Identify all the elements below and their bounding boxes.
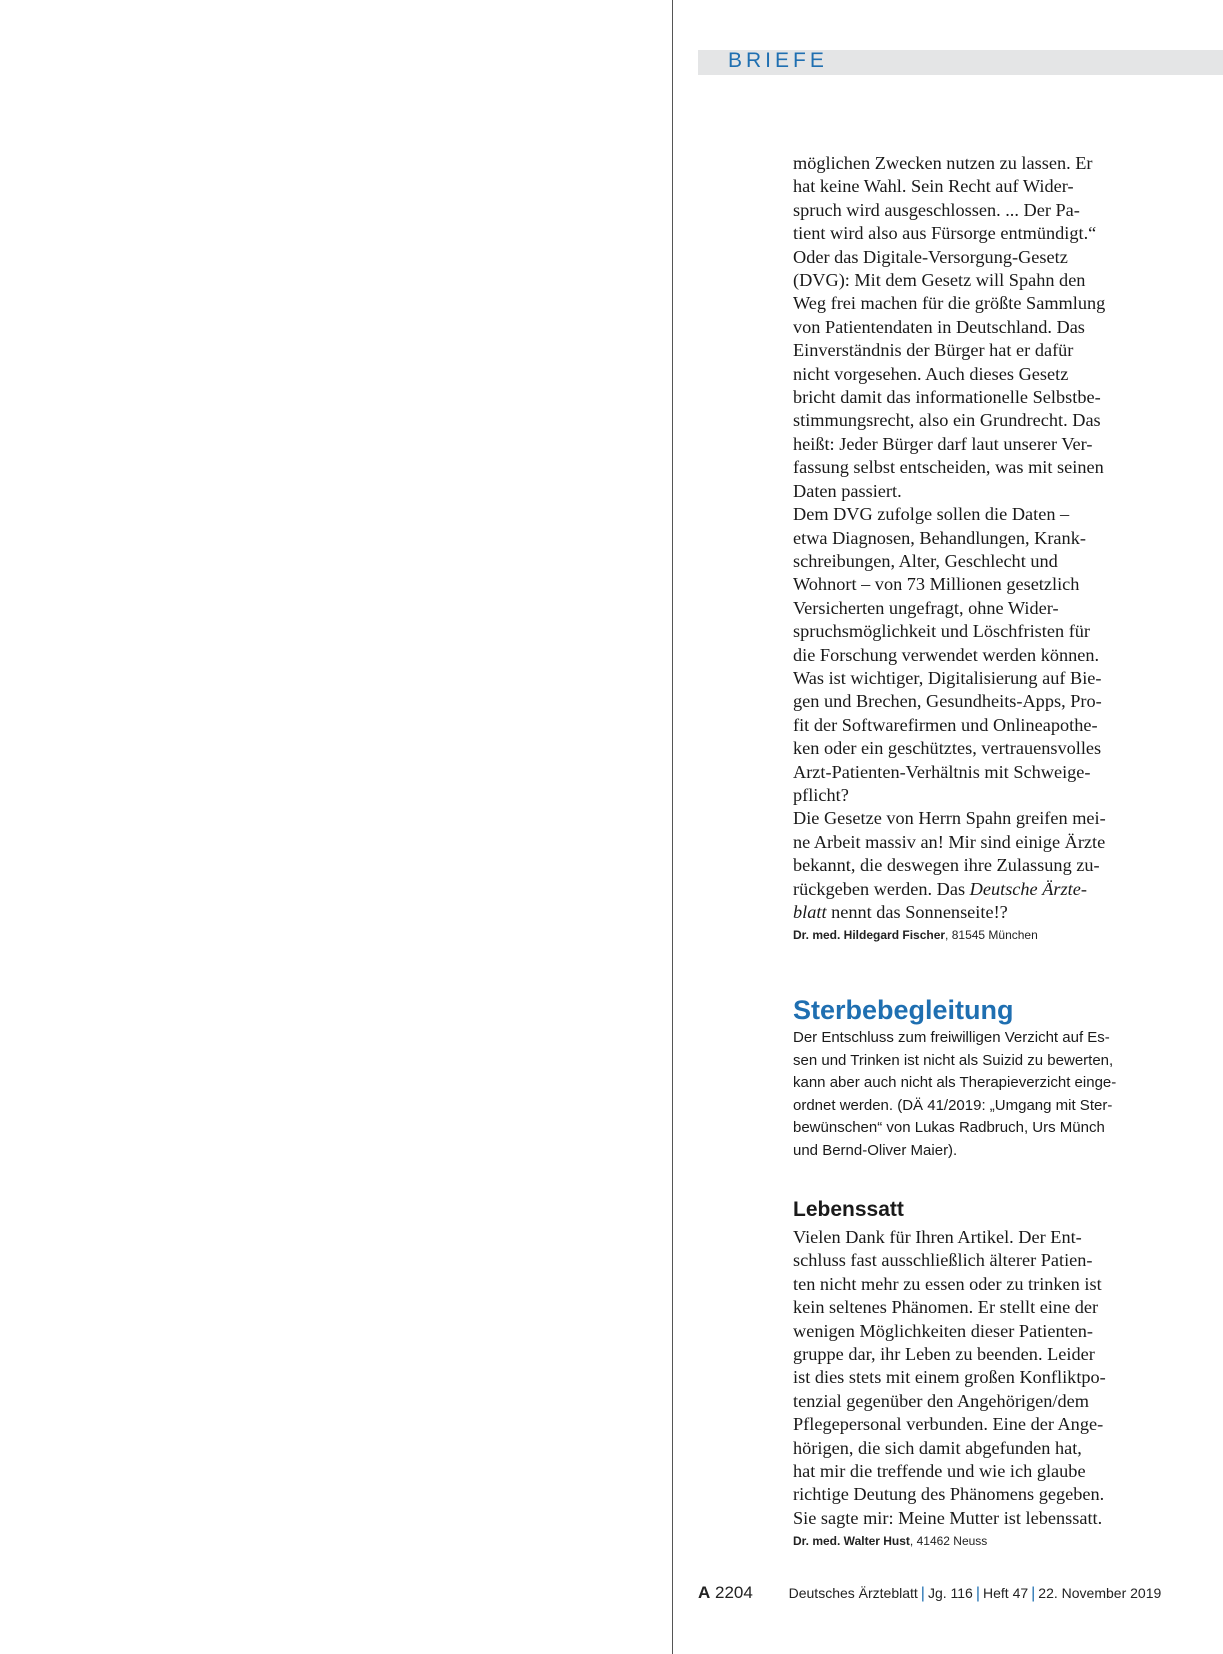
text-line: Weg frei machen für die größte Sammlung bbox=[793, 293, 1106, 314]
text-line: Wohnort – von 73 Millionen gesetzlich bbox=[793, 574, 1080, 595]
author-name: Dr. med. Walter Hust bbox=[793, 1534, 910, 1549]
letter-2 bbox=[793, 1197, 1126, 1549]
text-line: ken oder ein geschütztes, vertrauensvolles bbox=[793, 738, 1102, 759]
text-line: spruchsmöglichkeit und Löschfristen für bbox=[793, 621, 1091, 642]
page-number-value: 2204 bbox=[715, 1583, 753, 1602]
text-line: ne Arbeit massiv an! Mir sind einige Ärzte bbox=[793, 831, 1106, 852]
text-line: heißt: Jeder Bürger darf laut unserer Ver- bbox=[793, 433, 1093, 454]
text-fragment: rückgeben werden. Das bbox=[793, 878, 966, 899]
page-prefix: A bbox=[698, 1583, 711, 1602]
journal-issue: Heft 47 bbox=[983, 1585, 1029, 1601]
author-place: , 81545 München bbox=[945, 928, 1038, 943]
text-line: gen und Brechen, Gesundheits-Apps, Pro- bbox=[793, 691, 1102, 712]
author-name: Dr. med. Hildegard Fischer bbox=[793, 928, 946, 943]
letter-2-body bbox=[793, 1226, 1126, 1530]
text-line: ten nicht mehr zu essen oder zu trinken ist bbox=[793, 1273, 1102, 1294]
journal-name: Deutsches Ärzteblatt bbox=[788, 1585, 918, 1601]
text-line: bekannt, die deswegen ihre Zulassung zu- bbox=[793, 855, 1100, 876]
text-line: Arzt-Patienten-Verhältnis mit Schweige- bbox=[793, 761, 1091, 782]
journal-volume: Jg. 116 bbox=[927, 1585, 973, 1601]
text-line bbox=[793, 901, 1126, 924]
text-line: etwa Diagnosen, Behandlungen, Krank- bbox=[793, 527, 1086, 548]
letter-1-signature bbox=[793, 927, 1126, 943]
text-line: stimmungsrecht, also ein Grundrecht. Das bbox=[793, 410, 1101, 431]
text-line: bricht damit das informationelle Selbstbe- bbox=[793, 387, 1101, 408]
text-line: gruppe dar, ihr Leben zu beenden. Leider bbox=[793, 1344, 1095, 1365]
journal-name-italic: blatt bbox=[793, 902, 827, 922]
text-line: Oder das Digitale-Versorgung-Gesetz bbox=[793, 246, 1068, 267]
text-line: hat keine Wahl. Sein Recht auf Wider- bbox=[793, 176, 1074, 197]
text-line: hörigen, die sich damit abgefunden hat, bbox=[793, 1437, 1082, 1458]
text-line bbox=[793, 878, 1126, 901]
letter-2-title: Lebenssatt bbox=[793, 1198, 904, 1221]
letter-2-signature bbox=[793, 1533, 1126, 1549]
text-line: wenigen Möglichkeiten dieser Patienten- bbox=[793, 1320, 1094, 1341]
footer-separator: | bbox=[975, 1585, 980, 1602]
text-line: spruch wird ausgeschlossen. ... Der Pa- bbox=[793, 199, 1080, 220]
text-line: Daten passiert. bbox=[793, 480, 902, 501]
text-line: (DVG): Mit dem Gesetz will Spahn den bbox=[793, 270, 1086, 291]
text-line: fit der Softwarefirmen und Onlineapothe- bbox=[793, 714, 1098, 735]
text-line: nicht vorgesehen. Auch dieses Gesetz bbox=[793, 363, 1069, 384]
text-line: Die Gesetze von Herrn Spahn greifen mei- bbox=[793, 808, 1106, 829]
abstract-line: und Bernd-Oliver Maier). bbox=[793, 1141, 958, 1159]
page-footer bbox=[698, 1583, 1162, 1603]
section-label: BRIEFE bbox=[728, 49, 828, 72]
author-place: , 41462 Neuss bbox=[909, 1534, 988, 1549]
footer-separator: | bbox=[1031, 1585, 1036, 1602]
text-line: Vielen Dank für Ihren Artikel. Der Ent- bbox=[793, 1227, 1082, 1247]
text-line: pflicht? bbox=[793, 784, 849, 805]
letter-1-body bbox=[793, 152, 1126, 924]
footer-separator: | bbox=[920, 1585, 925, 1602]
text-line: ist dies stets mit einem großen Konfliktpo- bbox=[793, 1367, 1106, 1388]
letter-1 bbox=[793, 152, 1126, 943]
text-line: Versicherten ungefragt, ohne Wider- bbox=[793, 597, 1059, 618]
text-line: fassung selbst entscheiden, was mit seinen bbox=[793, 457, 1104, 478]
text-line: schluss fast ausschließlich älterer Patien- bbox=[793, 1250, 1093, 1271]
topic-title: Sterbebegleitung bbox=[793, 995, 1014, 1025]
text-line: Dem DVG zufolge sollen die Daten – bbox=[793, 504, 1070, 525]
text-line: die Forschung verwendet werden können. bbox=[793, 644, 1100, 665]
text-line: möglichen Zwecken nutzen zu lassen. Er bbox=[793, 153, 1093, 173]
text-line: richtige Deutung des Phänomens gegeben. bbox=[793, 1484, 1105, 1505]
page-gutter-line bbox=[672, 0, 673, 1654]
abstract-line: bewünschen“ von Lukas Radbruch, Urs Münch bbox=[793, 1119, 1105, 1137]
text-line: von Patientendaten in Deutschland. Das bbox=[793, 316, 1085, 337]
page-number bbox=[698, 1583, 753, 1602]
journal-name-italic: Deutsche Ärzte- bbox=[969, 878, 1087, 899]
abstract-line: kann aber auch nicht als Therapieverzicht einge- bbox=[793, 1074, 1117, 1092]
text-line: schreibungen, Alter, Geschlecht und bbox=[793, 550, 1058, 571]
topic-abstract bbox=[793, 1027, 1126, 1163]
text-line: Pflegepersonal verbunden. Eine der Ange- bbox=[793, 1414, 1104, 1435]
text-line: Einverständnis der Bürger hat er dafür bbox=[793, 340, 1074, 361]
abstract-line: sen und Trinken ist nicht als Suizid zu bewerten, bbox=[793, 1051, 1114, 1069]
abstract-line: Der Entschluss zum freiwilligen Verzicht auf Es- bbox=[793, 1029, 1110, 1046]
topic-block bbox=[793, 995, 1126, 1163]
issue-date: 22. November 2019 bbox=[1038, 1585, 1162, 1601]
text-line: Was ist wichtiger, Digitalisierung auf Bie- bbox=[793, 667, 1102, 688]
text-line: Sie sagte mir: Meine Mutter ist lebenssatt. bbox=[793, 1507, 1103, 1528]
text-line: tient wird also aus Fürsorge entmündigt.“ bbox=[793, 223, 1097, 244]
abstract-line: ordnet werden. (DÄ 41/2019: „Umgang mit Ster- bbox=[793, 1096, 1113, 1114]
text-fragment: nennt das Sonnenseite!? bbox=[826, 902, 1008, 922]
text-line: hat mir die treffende und wie ich glaube bbox=[793, 1461, 1086, 1482]
text-line: kein seltenes Phänomen. Er stellt eine der bbox=[793, 1297, 1099, 1318]
text-line: tenzial gegenüber den Angehörigen/dem bbox=[793, 1390, 1089, 1411]
